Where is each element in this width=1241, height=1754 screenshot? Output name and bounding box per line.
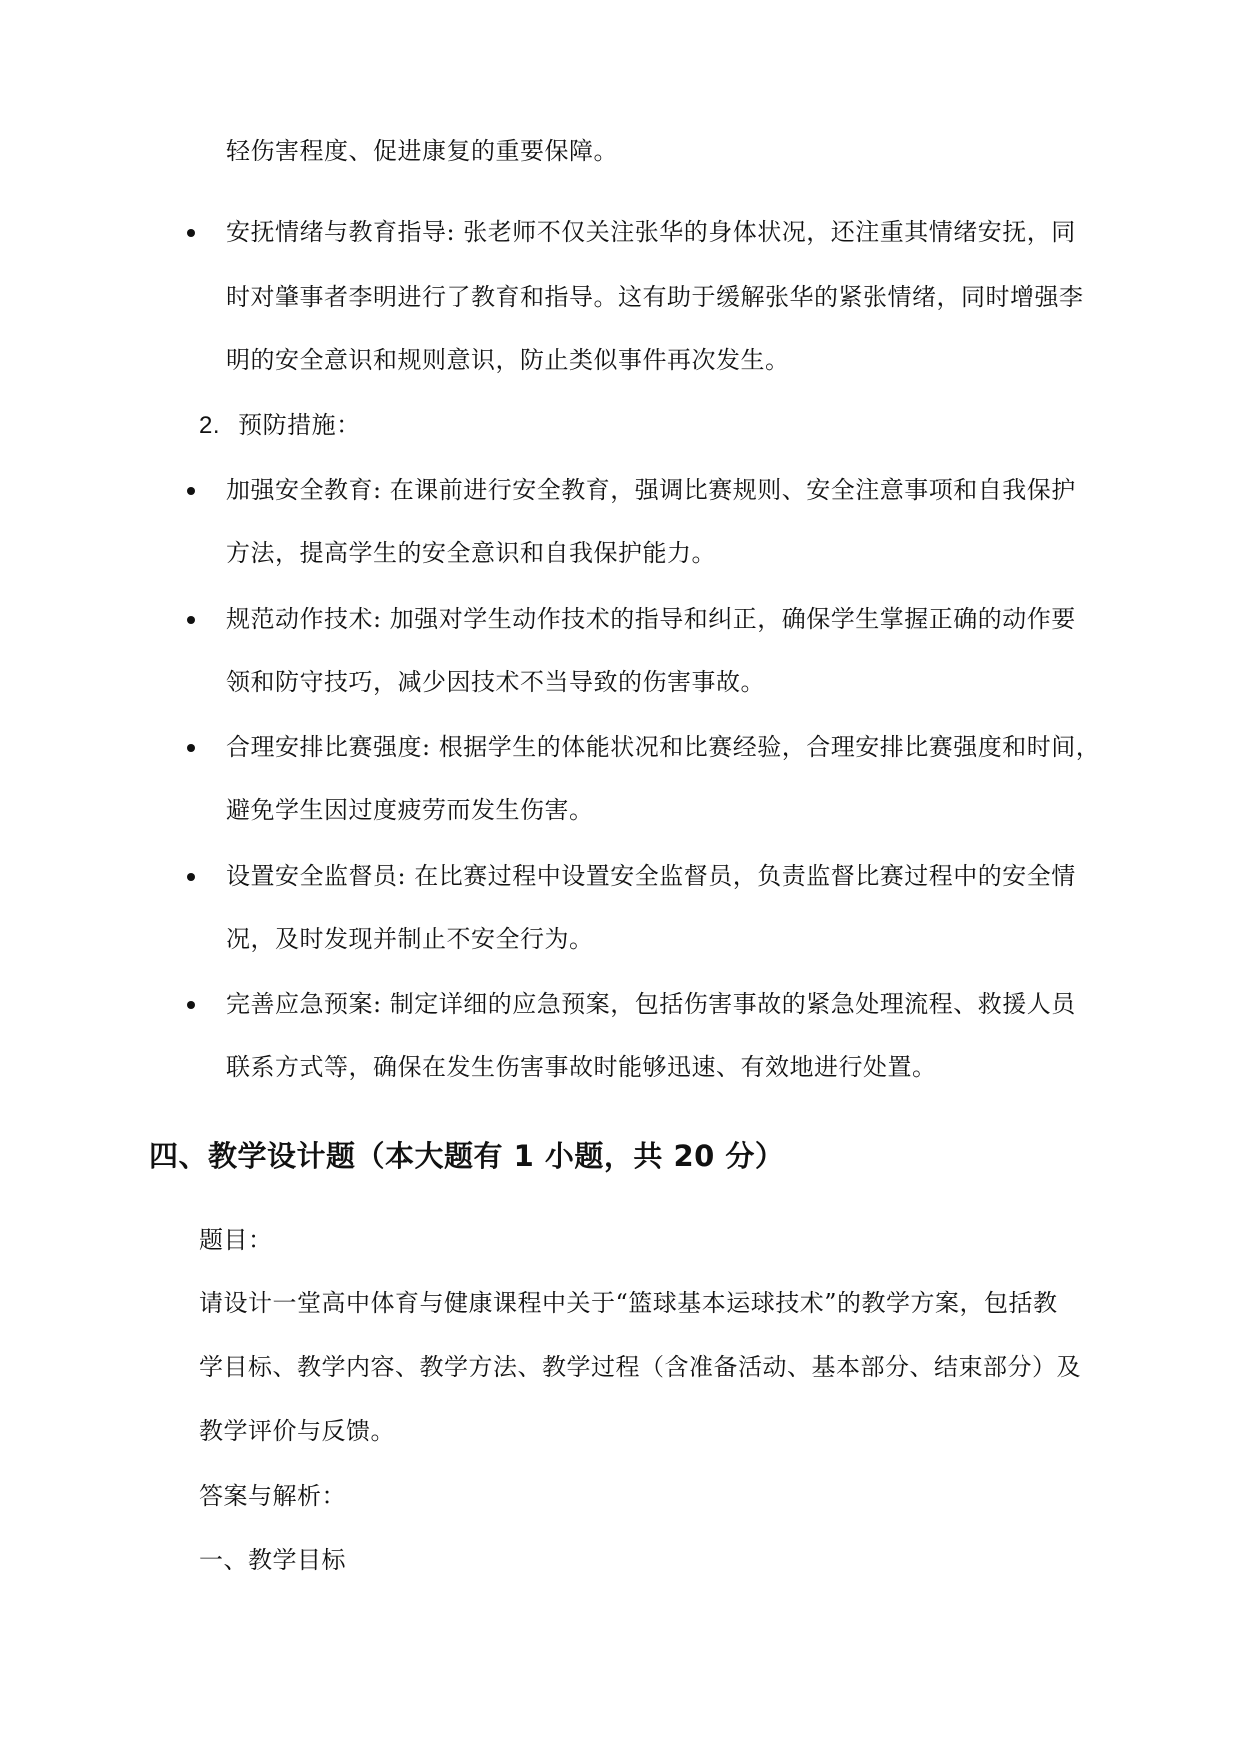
prevention-item-line-2: 况，及时发现并制止不安全行为。: [226, 925, 594, 953]
bullet-emotion-line-1: 安抚情绪与教育指导: 张老师不仅关注张华的身体状况，还注重其情绪安抚，同: [226, 218, 1076, 246]
subsection-title: 一、教学目标: [199, 1546, 346, 1574]
question-line-2: 学目标、教学内容、教学方法、教学过程（含准备活动、基本部分、结束部分）及: [199, 1353, 1081, 1381]
prevention-heading: [199, 408, 361, 443]
prevention-item-line-2: 避免学生因过度疲劳而发生伤害。: [226, 796, 594, 824]
prevention-item-line-1: 完善应急预案: 制定详细的应急预案，包括伤害事故的紧急处理流程、救援人员: [226, 990, 1076, 1018]
prevention-item-line-1: 合理安排比赛强度: 根据学生的体能状况和比赛经验，合理安排比赛强度和时间，: [226, 733, 1101, 761]
bullet-dot: [187, 873, 195, 881]
question-line-3: 教学评价与反馈。: [199, 1417, 395, 1445]
section-heading: 四、教学设计题（本大题有 1 小题，共 20 分）: [149, 1139, 785, 1173]
bullet-dot: [187, 229, 195, 237]
bullet-emotion-line-3: 明的安全意识和规则意识，防止类似事件再次发生。: [226, 346, 790, 374]
prevention-item-line-2: 领和防守技巧，减少因技术不当导致的伤害事故。: [226, 668, 765, 696]
prevention-item-line-1: 规范动作技术: 加强对学生动作技术的指导和纠正，确保学生掌握正确的动作要: [226, 605, 1076, 633]
prevention-item-line-2: 方法，提高学生的安全意识和自我保护能力。: [226, 539, 716, 567]
answer-label: 答案与解析：: [199, 1482, 346, 1510]
question-label: 题目：: [199, 1226, 273, 1254]
prevention-item-line-1: 设置安全监督员: 在比赛过程中设置安全监督员，负责监督比赛过程中的安全情: [226, 862, 1076, 890]
prevention-label: 预防措施：: [238, 411, 361, 439]
bullet-dot: [187, 616, 195, 624]
question-line-1: 请设计一堂高中体育与健康课程中关于“篮球基本运球技术”的教学方案，包括教: [199, 1289, 1058, 1317]
continuation-text: 轻伤害程度、促进康复的重要保障。: [226, 137, 618, 165]
list-number: 2.: [199, 412, 221, 439]
bullet-emotion-line-2: 时对肇事者李明进行了教育和指导。这有助于缓解张华的紧张情绪，同时增强李: [226, 283, 1084, 311]
bullet-dot: [187, 1001, 195, 1009]
prevention-item-line-2: 联系方式等，确保在发生伤害事故时能够迅速、有效地进行处置。: [226, 1053, 937, 1081]
bullet-dot: [187, 487, 195, 495]
bullet-dot: [187, 744, 195, 752]
prevention-item-line-1: 加强安全教育: 在课前进行安全教育，强调比赛规则、安全注意事项和自我保护: [226, 476, 1076, 504]
